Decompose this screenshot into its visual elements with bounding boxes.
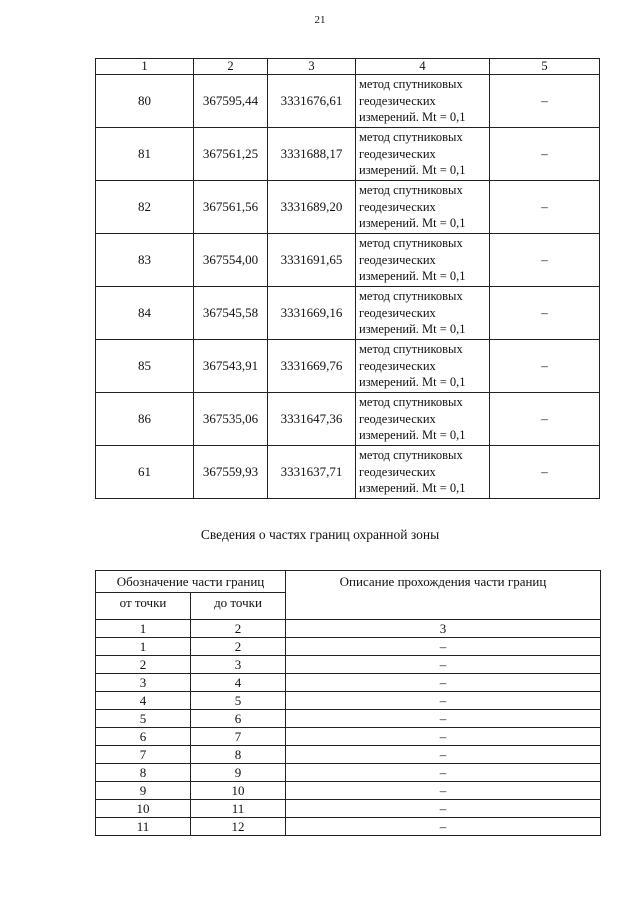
from-point: 6: [96, 728, 191, 746]
to-point: 10: [191, 782, 286, 800]
part-description: –: [286, 764, 601, 782]
to-point: 5: [191, 692, 286, 710]
to-point: 2: [191, 638, 286, 656]
coordinate-y: 3331647,36: [268, 393, 356, 446]
point-number: 82: [96, 181, 194, 234]
method-line: измерений. Mt = 0,1: [359, 163, 466, 178]
table-row: [96, 800, 601, 818]
point-number: 61: [96, 446, 194, 499]
coordinate-y: 3331689,20: [268, 181, 356, 234]
part-designation-header: Обозначение части границ: [96, 571, 286, 593]
coordinate-x: 367561,25: [194, 128, 268, 181]
method-line: геодезических: [359, 464, 436, 479]
column-number-header: 3: [268, 59, 356, 75]
table-row: [96, 393, 600, 446]
coordinate-x: 367561,56: [194, 181, 268, 234]
part-description: –: [286, 638, 601, 656]
from-point: 10: [96, 800, 191, 818]
from-point: 8: [96, 764, 191, 782]
column-number-header: 4: [356, 59, 490, 75]
table-row: [96, 782, 601, 800]
part-description: –: [286, 746, 601, 764]
method-line: метод спутниковых: [359, 289, 463, 304]
measurement-method: [356, 181, 490, 234]
point-number: 81: [96, 128, 194, 181]
parts-header-row: [96, 571, 601, 593]
column-number-header: 1: [96, 59, 194, 75]
from-point: 7: [96, 746, 191, 764]
to-point: 12: [191, 818, 286, 836]
method-line: геодезических: [359, 199, 436, 214]
part-description: –: [286, 818, 601, 836]
section-title: Сведения о частях границ охранной зоны: [200, 527, 440, 542]
parts-number-row: [96, 620, 601, 638]
from-point: 3: [96, 674, 191, 692]
coordinate-x: 367535,06: [194, 393, 268, 446]
coordinate-y: 3331669,76: [268, 340, 356, 393]
measurement-method: [356, 446, 490, 499]
measurement-method: [356, 234, 490, 287]
coordinate-x: 367543,91: [194, 340, 268, 393]
to-point: 8: [191, 746, 286, 764]
method-line: геодезических: [359, 358, 436, 373]
part-description: –: [286, 800, 601, 818]
table-row: [96, 656, 601, 674]
to-point: 4: [191, 674, 286, 692]
part-description: –: [286, 674, 601, 692]
method-line: метод спутниковых: [359, 342, 463, 357]
coordinate-y: 3331676,61: [268, 75, 356, 128]
method-line: измерений. Mt = 0,1: [359, 428, 466, 443]
method-line: метод спутниковых: [359, 77, 463, 92]
method-line: метод спутниковых: [359, 395, 463, 410]
part-description: –: [286, 728, 601, 746]
point-number: 80: [96, 75, 194, 128]
note-value: –: [490, 128, 600, 181]
measurement-method: [356, 75, 490, 128]
point-number: 84: [96, 287, 194, 340]
coordinate-x: 367545,58: [194, 287, 268, 340]
to-point: 7: [191, 728, 286, 746]
to-point: 9: [191, 764, 286, 782]
measurement-method: [356, 393, 490, 446]
method-line: метод спутниковых: [359, 236, 463, 251]
measurement-method: [356, 287, 490, 340]
coordinate-y: 3331688,17: [268, 128, 356, 181]
table-row: [96, 692, 601, 710]
method-line: измерений. Mt = 0,1: [359, 322, 466, 337]
table-row: [96, 340, 600, 393]
note-value: –: [490, 340, 600, 393]
note-value: –: [490, 287, 600, 340]
part-description: –: [286, 782, 601, 800]
method-line: метод спутниковых: [359, 448, 463, 463]
note-value: –: [490, 446, 600, 499]
method-line: измерений. Mt = 0,1: [359, 375, 466, 390]
column-number-header: 1: [96, 620, 191, 638]
to-point: 3: [191, 656, 286, 674]
method-line: геодезических: [359, 252, 436, 267]
column-number-header: 2: [191, 620, 286, 638]
table-row: [96, 234, 600, 287]
table-row: [96, 75, 600, 128]
note-value: –: [490, 75, 600, 128]
method-line: метод спутниковых: [359, 130, 463, 145]
table-row: [96, 818, 601, 836]
from-point-header: от точки: [96, 593, 191, 620]
column-number-header: 5: [490, 59, 600, 75]
table-row: [96, 181, 600, 234]
method-line: метод спутниковых: [359, 183, 463, 198]
from-point: 1: [96, 638, 191, 656]
table-row: [96, 287, 600, 340]
coordinate-x: 367554,00: [194, 234, 268, 287]
from-point: 9: [96, 782, 191, 800]
coordinate-y: 3331691,65: [268, 234, 356, 287]
from-point: 2: [96, 656, 191, 674]
to-point: 6: [191, 710, 286, 728]
page-number: 21: [314, 14, 326, 26]
method-line: геодезических: [359, 411, 436, 426]
boundary-parts-table: [95, 570, 601, 836]
coordinate-x: 367595,44: [194, 75, 268, 128]
part-description-header: Описание прохождения части границ: [286, 571, 601, 620]
method-line: геодезических: [359, 146, 436, 161]
to-point: 11: [191, 800, 286, 818]
method-line: измерений. Mt = 0,1: [359, 269, 466, 284]
note-value: –: [490, 181, 600, 234]
from-point: 4: [96, 692, 191, 710]
point-number: 86: [96, 393, 194, 446]
coordinates-header-row: [96, 59, 600, 75]
method-line: геодезических: [359, 305, 436, 320]
coordinates-table: [95, 58, 600, 499]
from-point: 11: [96, 818, 191, 836]
note-value: –: [490, 234, 600, 287]
table-row: [96, 446, 600, 499]
method-line: измерений. Mt = 0,1: [359, 216, 466, 231]
column-number-header: 3: [286, 620, 601, 638]
coordinate-y: 3331669,16: [268, 287, 356, 340]
coordinate-y: 3331637,71: [268, 446, 356, 499]
table-row: [96, 128, 600, 181]
coordinate-x: 367559,93: [194, 446, 268, 499]
table-row: [96, 710, 601, 728]
point-number: 85: [96, 340, 194, 393]
measurement-method: [356, 340, 490, 393]
to-point-header: до точки: [191, 593, 286, 620]
table-row: [96, 674, 601, 692]
point-number: 83: [96, 234, 194, 287]
method-line: измерений. Mt = 0,1: [359, 481, 466, 496]
note-value: –: [490, 393, 600, 446]
table-row: [96, 638, 601, 656]
part-description: –: [286, 656, 601, 674]
table-row: [96, 764, 601, 782]
from-point: 5: [96, 710, 191, 728]
measurement-method: [356, 128, 490, 181]
table-row: [96, 746, 601, 764]
table-row: [96, 728, 601, 746]
part-description: –: [286, 710, 601, 728]
part-description: –: [286, 692, 601, 710]
method-line: геодезических: [359, 93, 436, 108]
method-line: измерений. Mt = 0,1: [359, 110, 466, 125]
column-number-header: 2: [194, 59, 268, 75]
